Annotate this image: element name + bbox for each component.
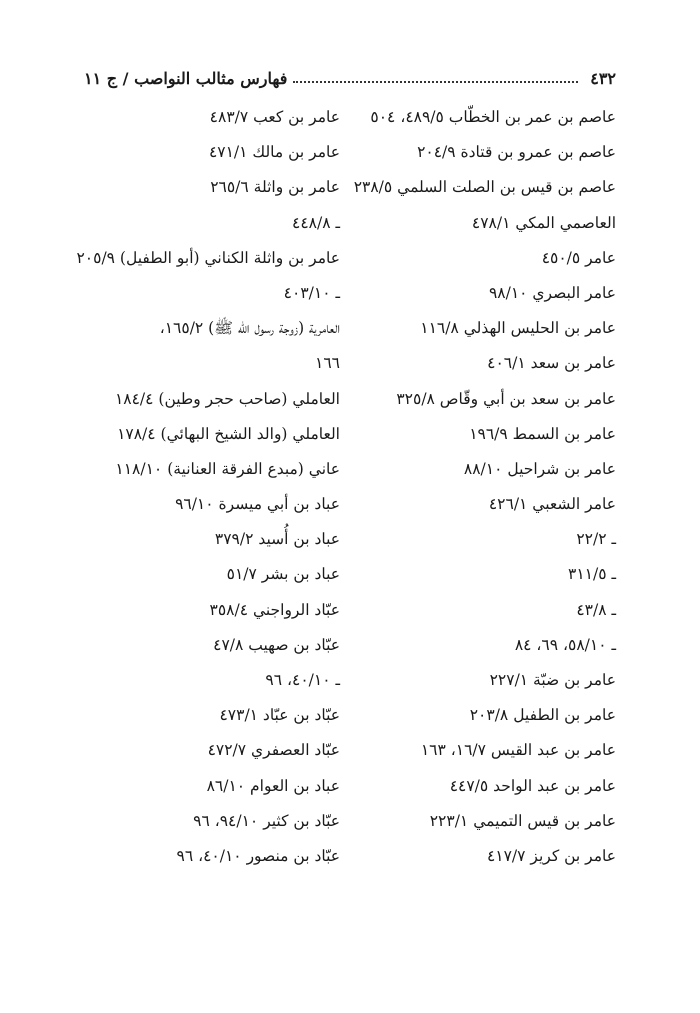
index-entry: عباد بن أُسيد ٣٧٩/٢ [214, 530, 340, 549]
index-entry: عامر بن سعد ٤٠٦/١ [487, 354, 616, 373]
index-entry: عامر بن الحليس الهذلي ١١٦/٨ [420, 319, 616, 338]
index-entry: ـ ٥٨/١٠، ٦٩، ٨٤ [514, 635, 616, 654]
index-entry: عامر بن كريز ٤١٧/٧ [486, 846, 616, 865]
index-entry: عاني (مبدع الفرقة العنانية) ١١٨/١٠ [115, 459, 340, 478]
index-entry: عاصم بن قيس بن الصلت السلمي ٢٣٨/٥ [353, 178, 616, 197]
index-entry: ـ ٤٠٣/١٠ [283, 283, 340, 302]
index-entry: عباد بن أبي ميسرة ٩٦/١٠ [175, 495, 340, 514]
index-entry: عبّاد بن كثير ٩٤/١٠، ٩٦ [193, 811, 340, 830]
index-column-left [76, 100, 340, 874]
index-entry: عامر بن كعب ٤٨٣/٧ [209, 108, 340, 126]
index-entry: ـ ٣١١/٥ [568, 565, 616, 584]
index-entry: عباد بن العوام ٨٦/١٠ [206, 776, 340, 795]
index-entry: عاصم بن عمر بن الخطّاب ٤٨٩/٥، ٥٠٤ [370, 108, 616, 126]
index-entry: عبّاد بن عبّاد ٤٧٣/١ [219, 706, 340, 725]
index-entry: ـ ٤٤٨/٨ [292, 213, 340, 232]
index-entry: ١٦٦ [315, 354, 340, 373]
index-entry: ـ ٤٠/١٠، ٩٦ [265, 671, 340, 689]
index-entry: عامر بن ضبّة ٢٢٧/١ [489, 671, 616, 689]
running-title: فهارس مثالب النواصب / ج ١١ [84, 69, 288, 88]
page-header [84, 58, 616, 88]
header-leader-dots [293, 81, 578, 83]
index-entry: العاملي (صاحب حجر وطين) ١٨٤/٤ [114, 389, 340, 408]
index-entry: عامر بن واثلة الكناني (أبو الطفيل) ٢٠٥/٩ [76, 248, 340, 267]
index-entry: عاصم بن عمرو بن قتادة ٢٠٤/٩ [417, 143, 616, 162]
index-entry: عامر بن قيس التميمي ٢٢٣/١ [429, 811, 616, 830]
index-entry: عامر بن الطفيل ٢٠٣/٨ [469, 706, 616, 725]
index-column-right [353, 100, 616, 874]
index-entry: عامر بن عبد الواحد ٤٤٧/٥ [449, 776, 616, 795]
index-entry: عامر بن سعد بن أبي وقّاص ٣٢٥/٨ [396, 389, 616, 408]
index-entry: عامر الشعبي ٤٢٦/١ [488, 495, 616, 514]
index-entry: عامر بن شراحيل ٨٨/١٠ [463, 459, 616, 478]
index-entry: عامر البصري ٩٨/١٠ [488, 283, 616, 302]
index-entry: عامر بن السمط ١٩٦/٩ [469, 424, 616, 443]
index-entry: العاملي (والد الشيخ البهائي) ١٧٨/٤ [117, 424, 340, 443]
index-entry: عامر بن مالك ٤٧١/١ [208, 143, 340, 162]
index-entry: عبّاد بن صهيب ٤٧/٨ [213, 635, 340, 654]
index-entry: العامرية (زوجة رسول الله ﷺ) ١٦٥/٢، [159, 319, 340, 338]
index-entry: ـ ٤٣/٨ [576, 600, 616, 619]
index-entry: العاصمي المكي ٤٧٨/١ [471, 213, 616, 232]
index-entry: عامر بن واثلة ٢٦٥/٦ [210, 178, 340, 197]
index-entry: عامر بن عبد القيس ١٦/٧، ١٦٣ [420, 741, 616, 760]
index-entry: عبّاد بن منصور ٤٠/١٠، ٩٦ [176, 846, 340, 865]
index-entry: ـ ٢٢/٢ [576, 530, 616, 549]
index-entry: عباد بن بشر ٥١/٧ [226, 565, 340, 584]
index-entry: عبّاد الرواجني ٣٥٨/٤ [209, 600, 340, 619]
index-entry: عبّاد العصفري ٤٧٢/٧ [207, 741, 340, 760]
page-number: ٤٣٢ [590, 69, 616, 88]
index-entry: عامر ٤٥٠/٥ [541, 248, 616, 267]
